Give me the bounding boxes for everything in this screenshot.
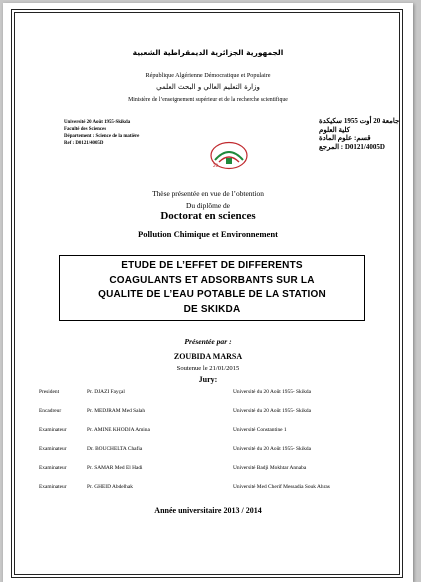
institution-block-ar xyxy=(319,117,399,151)
faculty-name: Faculté des Sciences xyxy=(64,126,107,132)
jury-member: Pr. AMINE KHODJA Amina xyxy=(87,427,150,433)
jury-member: Dr. BOUCHELTA Chafia xyxy=(87,446,143,452)
republic-heading: République Algérienne Démocratique et Populaire xyxy=(145,72,271,79)
diploma-of: Du diplôme de xyxy=(186,201,230,210)
jury-role: Examinateur xyxy=(39,446,67,452)
jury-affiliation: Université Med Cherif Messadia Souk Ahras xyxy=(233,484,330,490)
jury-role: Examinateur xyxy=(39,484,67,490)
jury-affiliation: Université Constantine 1 xyxy=(233,427,287,433)
author-name: ZOUBIDA MARSA xyxy=(173,352,243,361)
jury-role: President xyxy=(39,389,60,395)
jury-member: Pr. DJAZI Fayçal xyxy=(87,389,125,395)
defense-date: Soutenue le 21/01/2015 xyxy=(176,365,240,372)
institution-block-fr xyxy=(64,120,139,148)
academic-year: Année universitaire 2013 / 2014 xyxy=(154,506,262,515)
document-page xyxy=(3,3,413,582)
jury-affiliation: Université Badji Mokhtar Annaba xyxy=(233,465,307,471)
specialty: Pollution Chimique et Environnement xyxy=(138,229,278,239)
jury-member: Pr. SAMAR Med El Hadi xyxy=(87,465,143,471)
thesis-title-line: ETUDE DE L’EFFET DE DIFFERENTS xyxy=(121,260,303,271)
reference-number-ar: D0121/4005D : المرجع xyxy=(319,142,385,151)
jury-member: Pr. MEDJRAM Med Salah xyxy=(87,408,146,414)
degree-title: Doctorat en sciences xyxy=(160,210,256,222)
thesis-title-line: COAGULANTS ET ADSORBANTS SUR LA xyxy=(109,274,315,286)
thesis-title-line: DE SKIKDA xyxy=(183,303,241,315)
thesis-purpose: Thèse présentée en vue de l’obtention xyxy=(152,189,264,198)
jury-affiliation: Université du 20 Août 1955- Skikda xyxy=(233,446,312,452)
university-seal-icon xyxy=(209,140,249,171)
jury-role: Examinateur xyxy=(39,427,67,433)
presented-by: Présentée par : xyxy=(184,337,232,346)
jury-affiliation: Université du 20 Août 1955- Skikda xyxy=(233,408,312,414)
university-name-ar: جامعة 20 أوت 1955 سكيكدة xyxy=(319,117,400,125)
jury-role: Encadreur xyxy=(39,408,62,414)
thesis-title-line: QUALITE DE L’EAU POTABLE DE LA STATION xyxy=(98,289,326,300)
arabic-republic-heading: الجمهورية الجزائرية الديمقراطية الشعبية xyxy=(132,48,284,57)
jury-member: Pr. GHEID Abdelhak xyxy=(87,484,133,490)
jury-role: Examinateur xyxy=(39,465,67,471)
thesis-title-box xyxy=(59,255,365,321)
faculty-name-ar: كلية العلوم xyxy=(319,125,350,134)
department-name: Département : Science de la matière xyxy=(64,133,140,139)
jury-affiliation: Université du 20 Août 1955- Skikda xyxy=(233,389,312,395)
university-name: Université 20 Août 1955-Skikda xyxy=(64,120,131,125)
reference-number: Ref : D0121/4005D xyxy=(64,140,104,146)
arabic-ministry-heading: وزارة التعليم العالي و البحث العلمي xyxy=(156,83,260,91)
svg-text:20: 20 xyxy=(213,163,219,168)
ministry-heading: Ministère de l’enseignement supérieur et de la recherche scientifique xyxy=(128,97,288,103)
jury-heading: Jury: xyxy=(198,375,218,384)
department-name-ar: قسم: علوم المادة xyxy=(319,134,371,142)
